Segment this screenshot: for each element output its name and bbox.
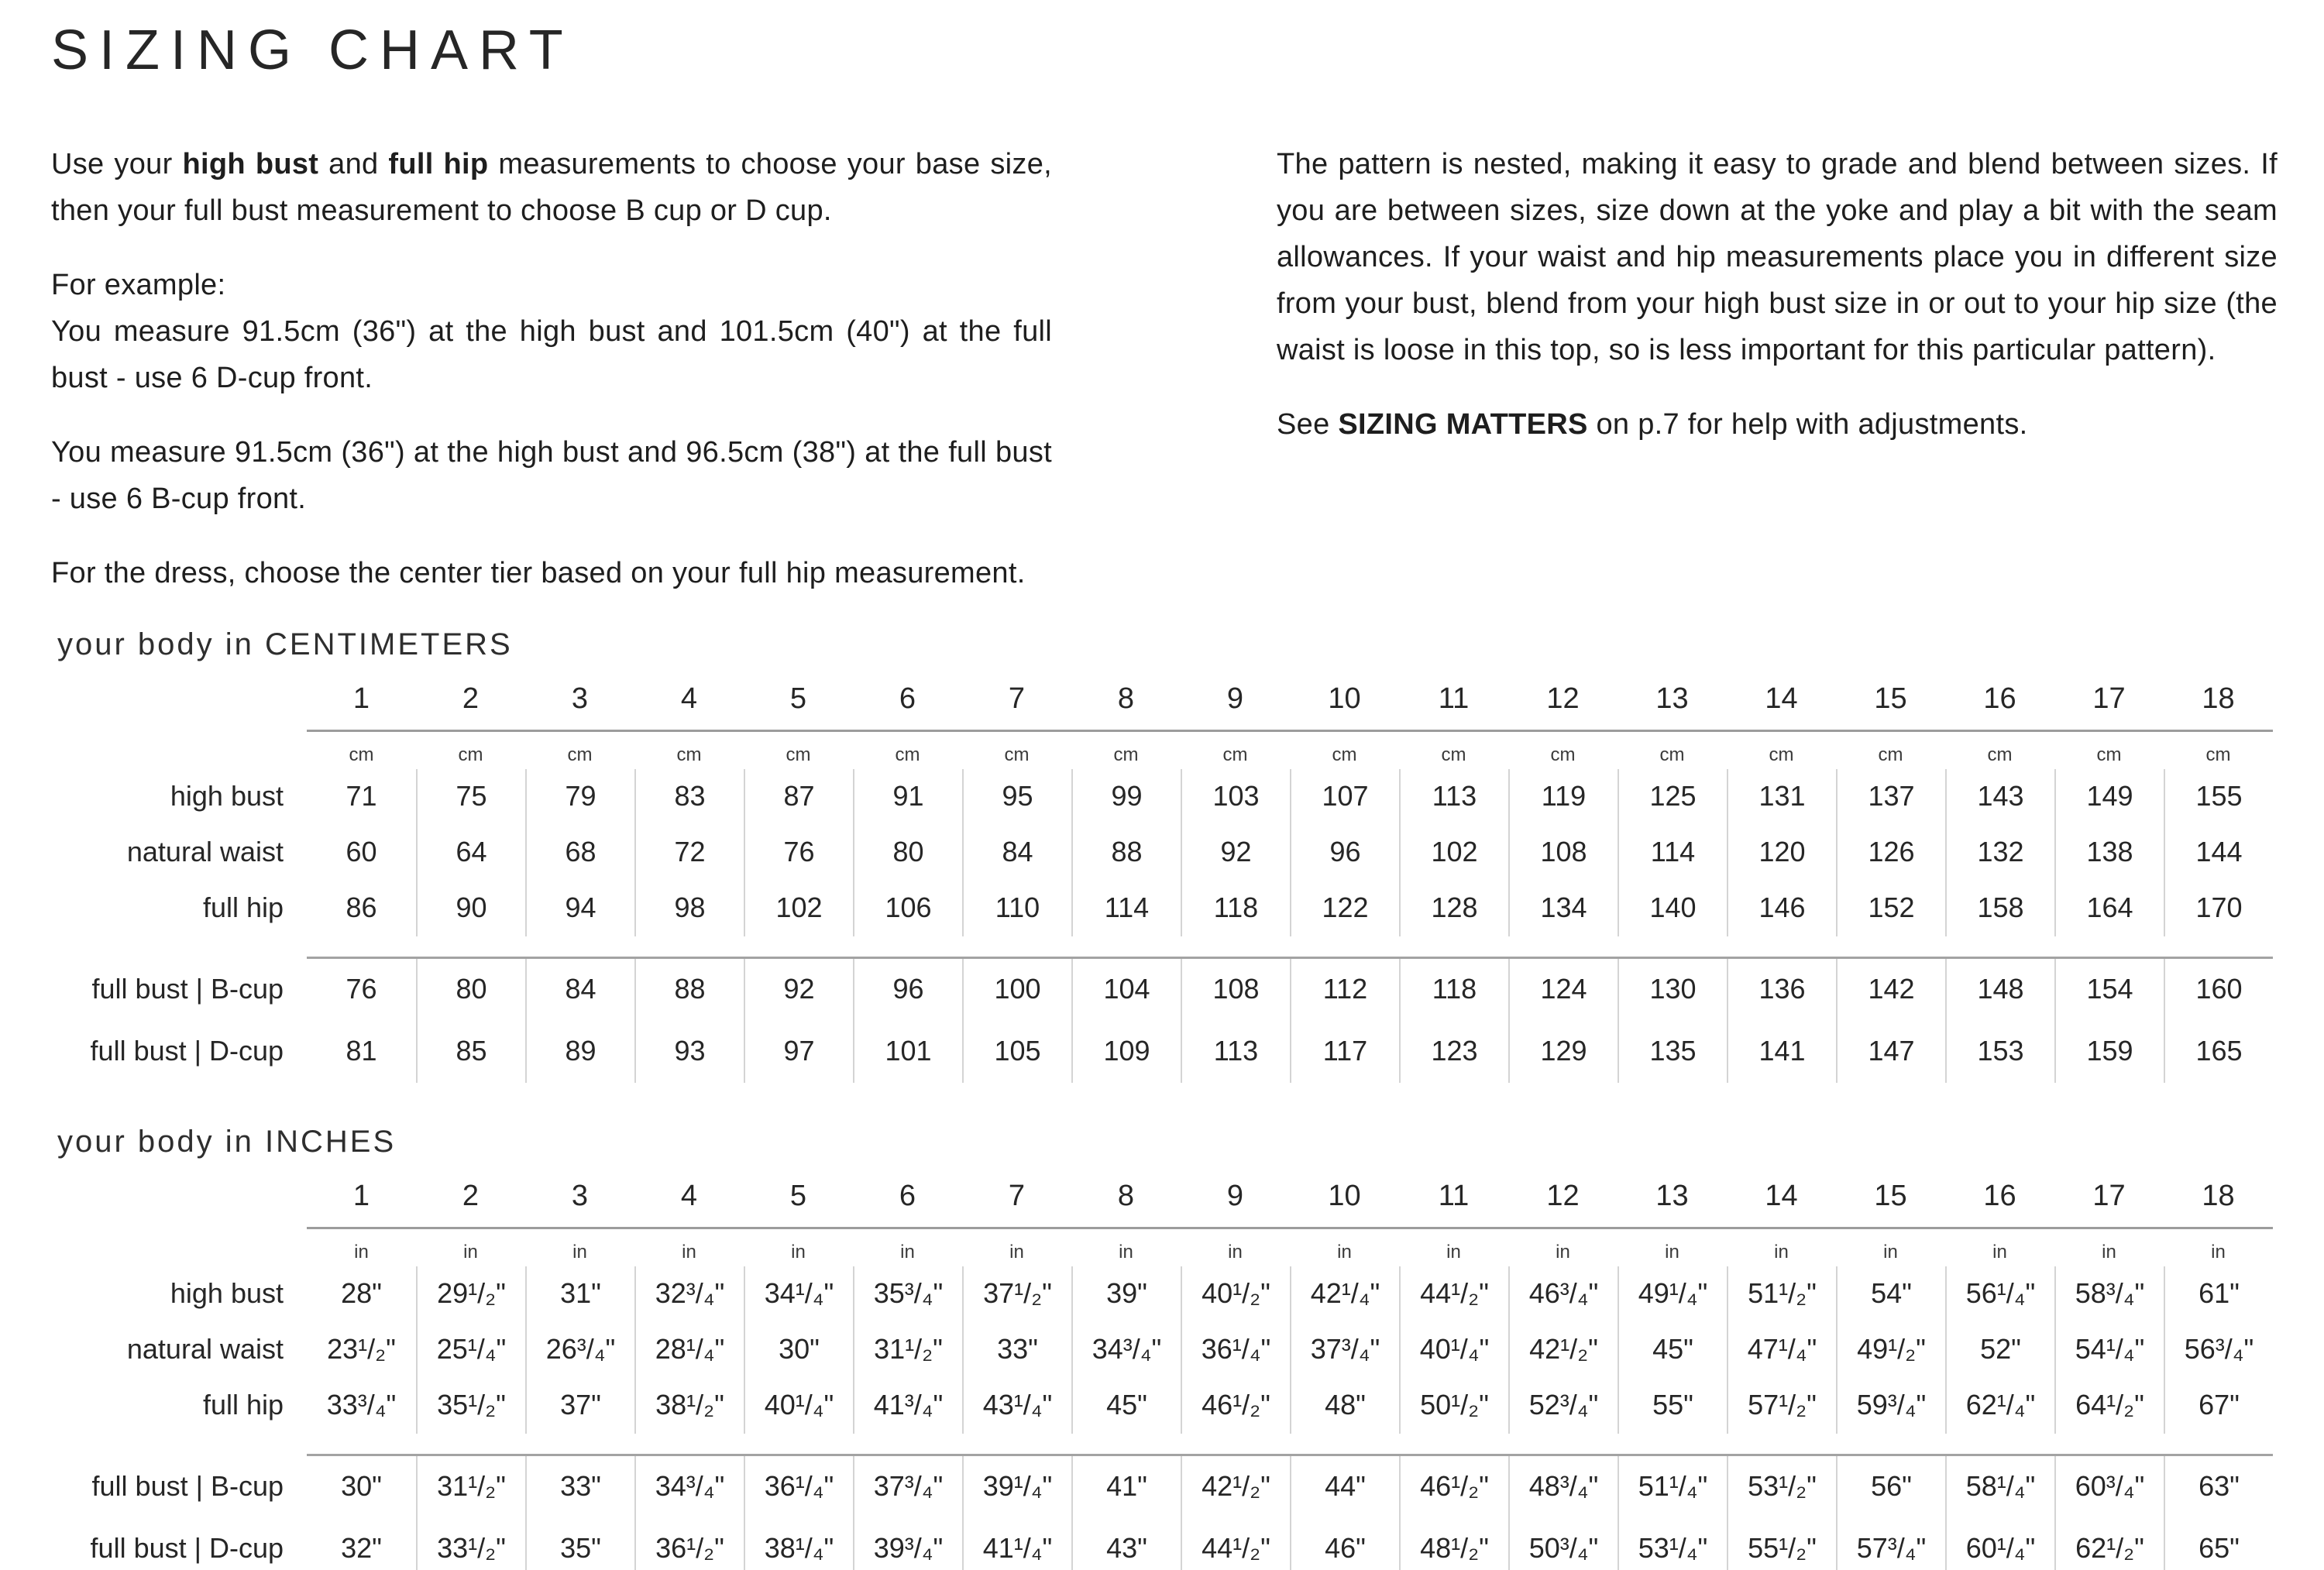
size-column-header: 15 [1874, 1180, 1907, 1212]
value-cell: 59³/₄" [1836, 1378, 1945, 1434]
value-cell: 58¹/₄" [1945, 1456, 2054, 1518]
value-cell: 72 [634, 825, 744, 881]
size-column-header: 13 [1655, 682, 1689, 715]
unit-cell: cm [567, 744, 593, 765]
value-cell: 76 [744, 825, 853, 881]
row-label: natural waist [126, 1333, 284, 1365]
value-cell: 92 [1181, 825, 1290, 881]
unit-cell: cm [1332, 744, 1357, 765]
value-cell: 41³/₄" [853, 1378, 962, 1434]
value-cell: 152 [1836, 881, 1945, 936]
value-cell: 131 [1727, 769, 1836, 825]
paragraph [51, 262, 1052, 401]
value-cell: 33" [525, 1456, 634, 1518]
value-cell: 44¹/₂" [1399, 1266, 1508, 1322]
size-column-header: 8 [1117, 1180, 1135, 1212]
value-cell: 45" [1071, 1378, 1181, 1434]
value-cell: 101 [853, 1021, 962, 1083]
value-cell: 53¹/₂" [1727, 1456, 1836, 1518]
size-column-header: 2 [462, 1180, 480, 1212]
value-cell: 113 [1399, 769, 1508, 825]
value-cell: 126 [1836, 825, 1945, 881]
text: Use your [51, 148, 183, 180]
value-cell: 62¹/₄" [1945, 1378, 2054, 1434]
value-cell: 51¹/₂" [1727, 1266, 1836, 1322]
unit-cell: in [1883, 1242, 1898, 1263]
value-cell: 118 [1399, 959, 1508, 1021]
unit-cell: in [1665, 1242, 1679, 1263]
rule-spacer [51, 1434, 307, 1456]
size-column-header: 16 [1983, 1180, 2016, 1212]
value-cell: 104 [1071, 959, 1181, 1021]
value-cell: 31¹/₂" [853, 1322, 962, 1378]
value-cell: 56¹/₄" [1945, 1266, 2054, 1322]
value-cell: 30" [341, 1470, 382, 1502]
value-cell: 37" [525, 1378, 634, 1434]
unit-cell: in [791, 1242, 806, 1263]
value-cell: 153 [1945, 1021, 2054, 1083]
value-cell: 38¹/₂" [634, 1378, 744, 1434]
unit-cell: in [1228, 1242, 1243, 1263]
value-cell: 39¹/₄" [962, 1456, 1071, 1518]
value-cell: 65" [2164, 1518, 2273, 1570]
unit-cell: cm [458, 744, 483, 765]
value-cell: 134 [1508, 881, 1618, 936]
text: on p.7 for help with adjustments. [1587, 408, 2028, 441]
size-column-header: 3 [571, 1180, 589, 1212]
unit-row-label [51, 1229, 307, 1266]
paragraph [51, 550, 1052, 596]
unit-cell: cm [1769, 744, 1794, 765]
row-label: high bust [170, 1277, 284, 1309]
centimeters-section [51, 627, 2278, 1083]
value-cell: 25¹/₄" [416, 1322, 525, 1378]
unit-cell: in [2211, 1242, 2226, 1263]
value-cell: 43¹/₄" [962, 1378, 1071, 1434]
value-cell: 45" [1618, 1322, 1727, 1378]
size-column-header: 1 [352, 1180, 370, 1212]
unit-cell: cm [2096, 744, 2122, 765]
value-cell: 57¹/₂" [1727, 1378, 1836, 1434]
unit-cell: cm [786, 744, 811, 765]
value-cell: 33" [962, 1322, 1071, 1378]
value-cell: 42¹/₂" [1508, 1322, 1618, 1378]
row-label: full bust | D-cup [90, 1035, 284, 1067]
intro-right-column [1277, 141, 2278, 596]
value-cell: 51¹/₄" [1618, 1456, 1727, 1518]
value-cell: 91 [853, 769, 962, 825]
size-column-header: 15 [1874, 682, 1907, 715]
size-column-header: 14 [1765, 682, 1798, 715]
text: For the dress, choose the center tier based on your full hip measurement. [51, 557, 1026, 589]
unit-cell: in [354, 1242, 369, 1263]
unit-cell: cm [1222, 744, 1248, 765]
unit-cell: in [572, 1242, 587, 1263]
value-cell: 147 [1836, 1021, 1945, 1083]
text: and [318, 148, 389, 180]
centimeters-size-table [51, 682, 2273, 1083]
unit-cell: in [1446, 1242, 1461, 1263]
inches-heading: your body in INCHES [57, 1125, 397, 1159]
value-cell: 92 [744, 959, 853, 1021]
value-cell: 164 [2054, 881, 2164, 936]
value-cell: 57³/₄" [1836, 1518, 1945, 1570]
value-cell: 52" [1945, 1322, 2054, 1378]
unit-cell: in [1337, 1242, 1352, 1263]
value-cell: 28¹/₄" [634, 1322, 744, 1378]
unit-cell: cm [1113, 744, 1139, 765]
value-cell: 68 [525, 825, 634, 881]
value-cell: 37³/₄" [853, 1456, 962, 1518]
value-cell: 35¹/₂" [416, 1378, 525, 1434]
value-cell: 93 [634, 1021, 744, 1083]
value-cell: 52³/₄" [1508, 1378, 1618, 1434]
value-cell: 76 [346, 973, 377, 1005]
unit-cell: in [1556, 1242, 1570, 1263]
value-cell: 49¹/₂" [1836, 1322, 1945, 1378]
value-cell: 44¹/₂" [1181, 1518, 1290, 1570]
text: For example: [51, 269, 226, 301]
table-corner [51, 682, 307, 730]
value-cell: 31" [525, 1266, 634, 1322]
unit-cell: cm [2205, 744, 2231, 765]
row-label: high bust [170, 780, 284, 812]
value-cell: 55" [1618, 1378, 1727, 1434]
value-cell: 31¹/₂" [416, 1456, 525, 1518]
value-cell: 48³/₄" [1508, 1456, 1618, 1518]
value-cell: 23¹/₂" [327, 1333, 396, 1365]
size-column-header: 1 [352, 682, 370, 715]
value-cell: 67" [2164, 1378, 2273, 1434]
text: You measure 91.5cm (36") at the high bust and 101.5cm (40") at the full bust - use 6 D-cup front. [51, 315, 1052, 394]
size-column-header: 4 [680, 1180, 698, 1212]
value-cell: 40¹/₄" [744, 1378, 853, 1434]
value-cell: 56" [1836, 1456, 1945, 1518]
value-cell: 114 [1618, 825, 1727, 881]
value-cell: 54¹/₄" [2054, 1322, 2164, 1378]
value-cell: 136 [1727, 959, 1836, 1021]
value-cell: 103 [1181, 769, 1290, 825]
size-column-header: 18 [2202, 1180, 2235, 1212]
value-cell: 108 [1181, 959, 1290, 1021]
value-cell: 89 [525, 1021, 634, 1083]
size-column-header: 9 [1226, 1180, 1244, 1212]
value-cell: 37¹/₂" [962, 1266, 1071, 1322]
value-cell: 60¹/₄" [1945, 1518, 2054, 1570]
value-cell: 79 [525, 769, 634, 825]
centimeters-heading: your body in CENTIMETERS [57, 627, 513, 661]
size-column-header: 12 [1546, 1180, 1580, 1212]
value-cell: 128 [1399, 881, 1508, 936]
value-cell: 84 [962, 825, 1071, 881]
value-cell: 33¹/₂" [416, 1518, 525, 1570]
value-cell: 118 [1181, 881, 1290, 936]
value-cell: 36¹/₄" [744, 1456, 853, 1518]
value-cell: 71 [346, 780, 377, 812]
value-cell: 44" [1290, 1456, 1399, 1518]
unit-cell: cm [1441, 744, 1466, 765]
value-cell: 80 [853, 825, 962, 881]
value-cell: 34³/₄" [1071, 1322, 1181, 1378]
value-cell: 83 [634, 769, 744, 825]
value-cell: 99 [1071, 769, 1181, 825]
text: measurements to choose your base size, then your full bust measurement to choose B cup or D cup. [51, 148, 1052, 227]
value-cell: 113 [1181, 1021, 1290, 1083]
size-column-header: 16 [1983, 682, 2016, 715]
value-cell: 122 [1290, 881, 1399, 936]
value-cell: 33³/₄" [326, 1389, 397, 1421]
value-cell: 141 [1727, 1021, 1836, 1083]
value-cell: 40¹/₄" [1399, 1322, 1508, 1378]
size-column-header: 6 [899, 682, 916, 715]
value-cell: 114 [1071, 881, 1181, 936]
value-cell: 36¹/₂" [634, 1518, 744, 1570]
value-cell: 35³/₄" [853, 1266, 962, 1322]
value-cell: 148 [1945, 959, 2054, 1021]
value-cell: 108 [1508, 825, 1618, 881]
value-cell: 105 [962, 1021, 1071, 1083]
value-cell: 110 [962, 881, 1071, 936]
size-column-header: 10 [1328, 682, 1361, 715]
value-cell: 85 [416, 1021, 525, 1083]
value-cell: 40¹/₂" [1181, 1266, 1290, 1322]
size-column-header: 5 [789, 682, 807, 715]
page-title: SIZING CHART [51, 19, 574, 81]
value-cell: 165 [2164, 1021, 2273, 1083]
unit-cell: cm [895, 744, 920, 765]
unit-cell: in [2102, 1242, 2116, 1263]
value-cell: 32³/₄" [634, 1266, 744, 1322]
value-cell: 30" [744, 1322, 853, 1378]
value-cell: 102 [1399, 825, 1508, 881]
value-cell: 42¹/₄" [1290, 1266, 1399, 1322]
value-cell: 34³/₄" [634, 1456, 744, 1518]
value-cell: 159 [2054, 1021, 2164, 1083]
value-cell: 130 [1618, 959, 1727, 1021]
value-cell: 28" [341, 1277, 382, 1309]
value-cell: 158 [1945, 881, 2054, 936]
row-label: full hip [202, 891, 284, 923]
value-cell: 144 [2164, 825, 2273, 881]
value-cell: 88 [1071, 825, 1181, 881]
size-column-header: 6 [899, 1180, 916, 1212]
value-cell: 43" [1071, 1518, 1181, 1570]
value-cell: 117 [1290, 1021, 1399, 1083]
intro-left-column [51, 141, 1052, 596]
value-cell: 54" [1836, 1266, 1945, 1322]
value-cell: 50³/₄" [1508, 1518, 1618, 1570]
value-cell: 42¹/₂" [1181, 1456, 1290, 1518]
value-cell: 154 [2054, 959, 2164, 1021]
size-column-header: 11 [1438, 682, 1470, 715]
value-cell: 34¹/₄" [744, 1266, 853, 1322]
value-cell: 36¹/₄" [1181, 1322, 1290, 1378]
value-cell: 37³/₄" [1290, 1322, 1399, 1378]
value-cell: 84 [525, 959, 634, 1021]
value-cell: 143 [1945, 769, 2054, 825]
value-cell: 41" [1071, 1456, 1181, 1518]
value-cell: 75 [416, 769, 525, 825]
bold-text: full hip [388, 148, 489, 180]
value-cell: 140 [1618, 881, 1727, 936]
value-cell: 95 [962, 769, 1071, 825]
unit-cell: in [1119, 1242, 1133, 1263]
size-column-header: 11 [1438, 1180, 1470, 1212]
row-label: full hip [202, 1389, 284, 1421]
unit-cell: in [682, 1242, 696, 1263]
size-column-header: 12 [1546, 682, 1580, 715]
value-cell: 170 [2164, 881, 2273, 936]
value-cell: 120 [1727, 825, 1836, 881]
value-cell: 50¹/₂" [1399, 1378, 1508, 1434]
unit-cell: cm [1550, 744, 1576, 765]
size-column-header: 17 [2092, 1180, 2126, 1212]
unit-cell: cm [349, 744, 374, 765]
value-cell: 138 [2054, 825, 2164, 881]
value-cell: 48¹/₂" [1399, 1518, 1508, 1570]
value-cell: 64 [416, 825, 525, 881]
value-cell: 29¹/₂" [416, 1266, 525, 1322]
unit-cell: cm [1987, 744, 2013, 765]
value-cell: 98 [634, 881, 744, 936]
value-cell: 124 [1508, 959, 1618, 1021]
paragraph [1277, 141, 2278, 373]
text: The pattern is nested, making it easy to grade and blend between sizes. If you are between sizes, size down at the yoke and play a bit with the seam allowances. If your waist and hip measurements place you in different size from your bust, blend from your high bust size in or out to your hip size (the waist is loose in this top, so is less important for this particular pattern). [1277, 148, 2278, 366]
paragraph [51, 141, 1052, 234]
size-column-header: 17 [2092, 682, 2126, 715]
row-label: full bust | B-cup [91, 1470, 284, 1502]
value-cell: 102 [744, 881, 853, 936]
row-label: full bust | D-cup [90, 1532, 284, 1564]
value-cell: 129 [1508, 1021, 1618, 1083]
size-column-header: 13 [1655, 1180, 1689, 1212]
size-column-header: 10 [1328, 1180, 1361, 1212]
value-cell: 87 [744, 769, 853, 825]
unit-cell: in [1009, 1242, 1024, 1263]
value-cell: 107 [1290, 769, 1399, 825]
value-cell: 56³/₄" [2164, 1322, 2273, 1378]
size-column-header: 5 [789, 1180, 807, 1212]
unit-cell: cm [676, 744, 702, 765]
text: You measure 91.5cm (36") at the high bust and 96.5cm (38") at the full bust - use 6 B-cup front. [51, 436, 1052, 515]
value-cell: 142 [1836, 959, 1945, 1021]
unit-cell: in [463, 1242, 478, 1263]
value-cell: 60 [346, 836, 377, 867]
value-cell: 96 [853, 959, 962, 1021]
value-cell: 48" [1290, 1378, 1399, 1434]
size-column-header: 18 [2202, 682, 2235, 715]
value-cell: 53¹/₄" [1618, 1518, 1727, 1570]
size-column-header: 7 [1008, 1180, 1026, 1212]
value-cell: 39³/₄" [853, 1518, 962, 1570]
size-column-header: 8 [1117, 682, 1135, 715]
value-cell: 125 [1618, 769, 1727, 825]
value-cell: 46³/₄" [1508, 1266, 1618, 1322]
value-cell: 106 [853, 881, 962, 936]
value-cell: 60³/₄" [2054, 1456, 2164, 1518]
value-cell: 112 [1290, 959, 1399, 1021]
rule-spacer [51, 936, 307, 959]
value-cell: 132 [1945, 825, 2054, 881]
value-cell: 119 [1508, 769, 1618, 825]
value-cell: 80 [416, 959, 525, 1021]
value-cell: 46" [1290, 1518, 1399, 1570]
bold-text: high bust [182, 148, 319, 180]
value-cell: 88 [634, 959, 744, 1021]
value-cell: 149 [2054, 769, 2164, 825]
value-cell: 81 [346, 1035, 377, 1067]
size-column-header: 4 [680, 682, 698, 715]
value-cell: 38¹/₄" [744, 1518, 853, 1570]
value-cell: 96 [1290, 825, 1399, 881]
row-label: natural waist [126, 836, 284, 867]
value-cell: 63" [2164, 1456, 2273, 1518]
value-cell: 62¹/₂" [2054, 1518, 2164, 1570]
size-column-header: 9 [1226, 682, 1244, 715]
unit-cell: cm [1004, 744, 1030, 765]
table-corner [51, 1180, 307, 1227]
value-cell: 32" [341, 1532, 382, 1564]
value-cell: 39" [1071, 1266, 1181, 1322]
value-cell: 46¹/₂" [1399, 1456, 1508, 1518]
inches-size-table [51, 1180, 2273, 1570]
value-cell: 46¹/₂" [1181, 1378, 1290, 1434]
value-cell: 58³/₄" [2054, 1266, 2164, 1322]
size-column-header: 3 [571, 682, 589, 715]
unit-cell: in [1774, 1242, 1789, 1263]
text: See [1277, 408, 1339, 441]
size-column-header: 7 [1008, 682, 1026, 715]
value-cell: 61" [2164, 1266, 2273, 1322]
value-cell: 146 [1727, 881, 1836, 936]
value-cell: 86 [346, 891, 377, 923]
value-cell: 97 [744, 1021, 853, 1083]
intro-text-columns [51, 141, 2278, 596]
unit-cell: cm [1878, 744, 1903, 765]
value-cell: 49¹/₄" [1618, 1266, 1727, 1322]
value-cell: 135 [1618, 1021, 1727, 1083]
value-cell: 26³/₄" [525, 1322, 634, 1378]
paragraph [51, 429, 1052, 522]
value-cell: 64¹/₂" [2054, 1378, 2164, 1434]
unit-row-label [51, 732, 307, 769]
unit-cell: cm [1659, 744, 1685, 765]
value-cell: 35" [525, 1518, 634, 1570]
value-cell: 90 [416, 881, 525, 936]
value-cell: 109 [1071, 1021, 1181, 1083]
value-cell: 160 [2164, 959, 2273, 1021]
bold-text: SIZING MATTERS [1338, 408, 1588, 441]
row-label: full bust | B-cup [91, 973, 284, 1005]
value-cell: 100 [962, 959, 1071, 1021]
value-cell: 41¹/₄" [962, 1518, 1071, 1570]
unit-cell: in [1992, 1242, 2007, 1263]
size-column-header: 2 [462, 682, 480, 715]
value-cell: 47¹/₄" [1727, 1322, 1836, 1378]
inches-section [51, 1125, 2278, 1570]
unit-cell: in [900, 1242, 915, 1263]
paragraph [1277, 401, 2278, 448]
value-cell: 155 [2164, 769, 2273, 825]
value-cell: 55¹/₂" [1727, 1518, 1836, 1570]
size-column-header: 14 [1765, 1180, 1798, 1212]
value-cell: 137 [1836, 769, 1945, 825]
value-cell: 94 [525, 881, 634, 936]
value-cell: 123 [1399, 1021, 1508, 1083]
